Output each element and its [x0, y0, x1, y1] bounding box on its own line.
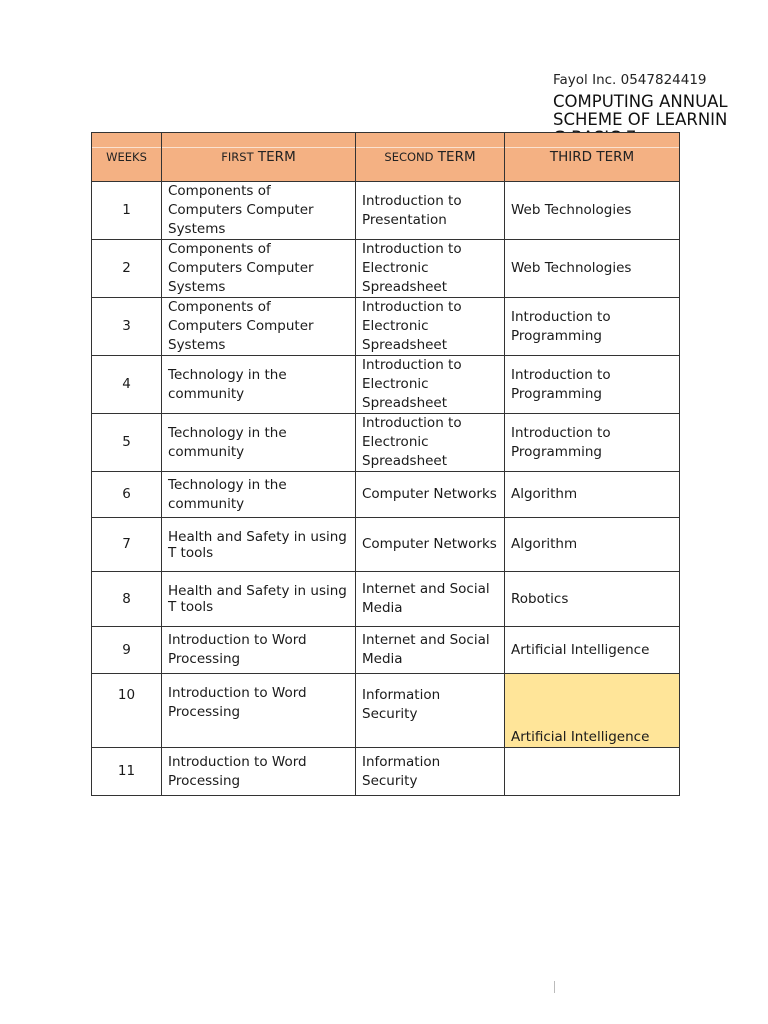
col-header-first-term: FIRST TERM — [162, 133, 356, 182]
second-term-topic: Introduction to Electronic Spreadsheet — [356, 414, 505, 472]
first-term-topic: Introduction to Word Processing — [162, 748, 356, 796]
second-term-topic: Introduction to Electronic Spreadsheet — [356, 240, 505, 298]
scheme-table — [91, 132, 680, 796]
table-row — [92, 748, 680, 796]
third-term-topic: Artificial Intelligence — [505, 627, 680, 674]
week-number: 7 — [92, 518, 162, 572]
table-header-row — [92, 133, 680, 182]
first-term-topic: Components of Computers Computer Systems — [162, 298, 356, 356]
second-term-topic: Introduction to Electronic Spreadsheet — [356, 356, 505, 414]
second-term-topic: Introduction to Electronic Spreadsheet — [356, 298, 505, 356]
table-row — [92, 356, 680, 414]
week-number: 2 — [92, 240, 162, 298]
week-number: 3 — [92, 298, 162, 356]
third-term-topic: Introduction to Programming — [505, 298, 680, 356]
table-row — [92, 572, 680, 627]
first-term-topic: Components of Computers Computer Systems — [162, 240, 356, 298]
document-title: COMPUTING ANNUAL SCHEME OF LEARNIN — [553, 92, 728, 129]
second-term-topic: Introduction to Presentation — [356, 182, 505, 240]
col-header-weeks: WEEKS — [92, 133, 162, 182]
second-term-topic: Internet and Social Media — [356, 572, 505, 627]
page-footer-mark — [554, 981, 555, 993]
first-term-topic: Components of Computers Computer Systems — [162, 182, 356, 240]
week-number: 9 — [92, 627, 162, 674]
week-number: 10 — [92, 674, 162, 748]
week-number: 6 — [92, 472, 162, 518]
table-row — [92, 627, 680, 674]
col-header-second-term: SECOND TERM — [356, 133, 505, 182]
third-term-topic: Web Technologies — [505, 182, 680, 240]
week-number: 1 — [92, 182, 162, 240]
week-number: 8 — [92, 572, 162, 627]
company-contact: Fayol Inc. 0547824419 — [553, 72, 707, 88]
first-term-topic: Technology in the community — [162, 356, 356, 414]
third-term-topic: Robotics — [505, 572, 680, 627]
third-term-topic: Algorithm — [505, 518, 680, 572]
week-number: 11 — [92, 748, 162, 796]
third-term-topic: Introduction to Programming — [505, 414, 680, 472]
first-term-topic: Health and Safety in using T tools — [162, 572, 356, 627]
third-term-topic — [505, 748, 680, 796]
third-term-topic: Introduction to Programming — [505, 356, 680, 414]
table-row — [92, 298, 680, 356]
table-row — [92, 414, 680, 472]
table-row — [92, 240, 680, 298]
first-term-topic: Technology in the community — [162, 414, 356, 472]
first-term-topic: Introduction to Word Processing — [162, 674, 356, 748]
second-term-topic: Information Security — [356, 674, 505, 748]
table-row — [92, 518, 680, 572]
week-number: 5 — [92, 414, 162, 472]
first-term-topic: Introduction to Word Processing — [162, 627, 356, 674]
second-term-topic: Internet and Social Media — [356, 627, 505, 674]
table-row — [92, 674, 680, 748]
week-number: 4 — [92, 356, 162, 414]
third-term-topic: Web Technologies — [505, 240, 680, 298]
second-term-topic: Information Security — [356, 748, 505, 796]
first-term-topic: Technology in the community — [162, 472, 356, 518]
col-header-third-term: THIRD TERM — [505, 133, 680, 182]
table-row — [92, 182, 680, 240]
table-row — [92, 472, 680, 518]
third-term-topic: Algorithm — [505, 472, 680, 518]
second-term-topic: Computer Networks — [356, 518, 505, 572]
second-term-topic: Computer Networks — [356, 472, 505, 518]
third-term-topic-highlighted: Artificial Intelligence — [505, 674, 680, 748]
first-term-topic: Health and Safety in using T tools — [162, 518, 356, 572]
